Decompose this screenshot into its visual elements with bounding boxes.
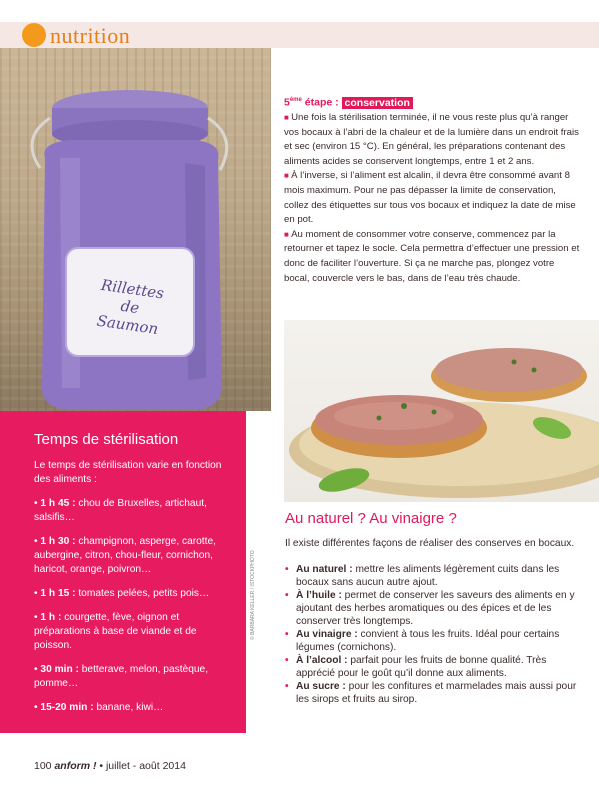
item-text: champignon, asperge, carotte, aubergine, citron, chou-fleur, cornichon, haricot, orange, poivron… [34,536,216,575]
bullet-icon: • [285,629,289,640]
square-bullet-icon: ■ [284,113,292,123]
item-time: 1 h 30 : [40,536,76,547]
magazine-name: anform ! [54,760,97,772]
method-term: Au vinaigre : [296,629,358,640]
sterilisation-intro: Le temps de stérilisation varie en fonction des aliments : [34,460,222,485]
issue-date: • juillet - août 2014 [96,760,186,772]
method-item [285,680,585,706]
section-dot-icon [22,23,46,47]
methods-list [285,563,585,706]
naturel-title: Au naturel ? Au vinaigre ? [285,510,457,527]
item-time: 30 min : [40,664,79,675]
jar-label-line1: Rillettes [99,275,166,303]
sterilisation-box [0,411,246,733]
step-tag: conservation [342,97,413,109]
method-text: permet de conserver les saveurs des aliments en y ajoutant des herbes aromatiques ou des épices et de les conserver très longtemps. [296,590,575,627]
method-text: mettre les aliments légèrement cuits dans les bocaux sans aucun autre ajout. [296,564,560,588]
step-number-suffix: ème [289,97,302,103]
step5-heading [284,93,582,110]
method-item [285,563,585,589]
item-text: courgette, fève, oignon et préparations à base de viande et de poisson. [34,612,197,651]
bullet-icon: • [285,564,289,575]
section-title: nutrition [50,23,131,48]
step5-p1-text: Une fois la stérilisation terminée, il ne vous reste plus qu’à ranger vos bocaux à l’abri de la chaleur et de la lumière dans un endroit frais et sec (environ 15 °C). En général, les préparations contenant des aliments acides se conservent longtemps, entre 1 et 2 ans. [284,112,579,167]
toast-illustration [284,320,599,502]
jar-label-line2: de [119,296,141,318]
step-number: 5 [284,96,290,109]
step5-p3-text: Au moment de consommer votre conserve, commencez par la retourner et tapez le socle. Cela permettra d’effectuer une pression et donc de faciliter l’ouverture. Si ça ne marche pas, plongez votre bocal, couvercle vers le bas, dans de l’eau très chaude. [284,228,580,284]
bullet-icon: • [285,590,289,601]
method-term: À l’huile : [296,590,342,601]
bullet-icon: • [285,681,289,692]
square-bullet-icon: ■ [284,171,292,181]
jar-label-line3: Saumon [95,311,160,339]
step5-paragraph-2 [284,169,582,227]
item-time: 1 h 45 : [40,498,76,509]
step-label: étape : [301,96,342,109]
method-item [285,628,585,654]
step5-paragraph-3 [284,228,582,286]
sterilisation-item: • 30 min : betterave, melon, pastèque, pomme… [34,664,209,689]
method-text: convient à tous les fruits. Idéal pour certains légumes (cornichons). [296,629,560,653]
item-text: chou de Bruxelles, artichaut, salsifis… [34,498,207,523]
method-term: Au naturel : [296,564,353,575]
photo-credit: © BARBARA KELLER / ISTOCKPHOTO [250,550,256,640]
bullet-icon: • [285,655,289,666]
item-time: 15-20 min : [40,702,94,713]
sterilisation-title: Temps de stérilisation [34,431,179,448]
square-bullet-icon: ■ [284,229,292,239]
method-text: pour les confitures et marmelades mais aussi pour les sirops et fruits au sirop. [296,681,577,705]
step5-p2-text: À l’inverse, si l’aliment est alcalin, il devra être consommé avant 8 mois maximum. Pour ne pas dépasser la limite de conservation, collez des étiquettes sur tous vos bocaux et indiquez la date de mise en pot. [284,170,576,226]
jar-illustration [0,48,271,411]
page-header [0,0,599,48]
sterilisation-body [34,459,234,725]
sterilisation-item: • 1 h : courgette, fève, oignon et préparations à base de viande et de poisson. [34,612,197,651]
method-term: À l’alcool : [296,655,348,666]
sterilisation-item: • 1 h 30 : champignon, asperge, carotte, aubergine, citron, chou-fleur, cornichon, haricot, orange, poivron… [34,536,216,575]
method-item [285,654,585,680]
page-number: 100 [34,760,52,772]
step5-block [284,93,582,286]
jar-photo [0,48,271,411]
item-time: 1 h : [40,612,62,623]
item-text: betterave, melon, pastèque, pomme… [34,664,209,689]
sterilisation-item: • 15-20 min : banane, kiwi… [34,702,164,713]
food-photo [284,320,599,502]
naturel-intro: Il existe différentes façons de réaliser des conserves en bocaux. [285,538,575,549]
step5-paragraph-1 [284,111,582,169]
method-term: Au sucre : [296,681,346,692]
item-text: banane, kiwi… [93,702,164,713]
page-footer [34,760,186,772]
sterilisation-item: • 1 h 15 : tomates pelées, petits pois… [34,588,210,599]
method-text: parfait pour les fruits de bonne qualité. Très apprécié pour le goût qu’il donne aux aliments. [296,655,547,679]
sterilisation-item: • 1 h 45 : chou de Bruxelles, artichaut, salsifis… [34,498,207,523]
item-time: 1 h 15 : [40,588,76,599]
item-text: tomates pelées, petits pois… [75,588,210,599]
method-item [285,589,585,628]
